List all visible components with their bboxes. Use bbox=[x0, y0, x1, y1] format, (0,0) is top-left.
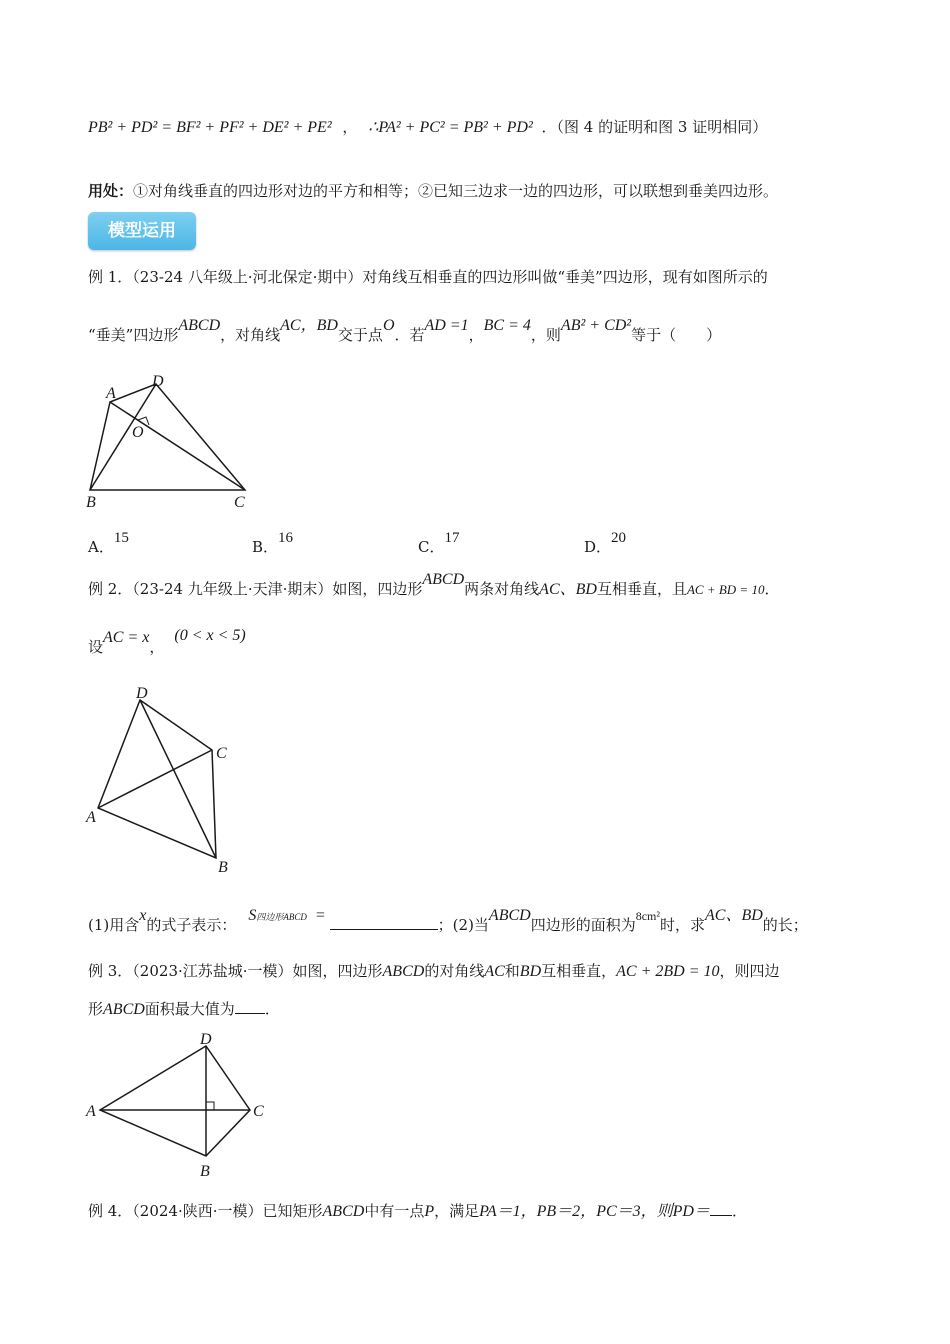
math-diagonals: AC，BD bbox=[280, 317, 338, 334]
math-range: (0 < x < 5) bbox=[174, 627, 246, 644]
math-pd: PD＝ bbox=[672, 1203, 710, 1220]
math-abcd: ABCD bbox=[422, 571, 465, 588]
text-segment: 例 4．（2024·陕西·一模）已知矩形 bbox=[88, 1202, 323, 1220]
answer-blank[interactable] bbox=[235, 1013, 265, 1014]
math-equation: AC + 2BD = 10 bbox=[616, 963, 720, 980]
text-segment: 时，求 bbox=[659, 916, 705, 934]
math-point-o: O bbox=[382, 317, 395, 334]
label-o: O bbox=[132, 424, 144, 441]
label-c: C bbox=[253, 1103, 264, 1120]
math-sum-squares: AB² + CD² bbox=[560, 317, 632, 334]
math-ac: AC bbox=[484, 963, 505, 980]
math-equals: = bbox=[314, 907, 326, 924]
option-c[interactable] bbox=[418, 530, 460, 557]
option-value: 20 bbox=[611, 530, 627, 546]
math-bc-value: BC = 4 bbox=[483, 317, 531, 334]
example2-question bbox=[88, 907, 808, 935]
math-pa: PA＝1， bbox=[479, 1203, 537, 1220]
text-segment: 的式子表示： bbox=[146, 916, 237, 934]
example3-line2 bbox=[88, 998, 280, 1019]
text-segment: ， bbox=[468, 326, 484, 344]
text-segment: (1)用含 bbox=[88, 916, 140, 934]
option-letter: B． bbox=[252, 538, 279, 556]
math-bd: BD bbox=[519, 963, 542, 980]
proof-comma: ， bbox=[342, 118, 358, 136]
area-symbol bbox=[248, 907, 307, 924]
text-segment: 中有一点 bbox=[364, 1202, 425, 1220]
example2-line2 bbox=[88, 627, 246, 657]
text-segment: ，则 bbox=[530, 326, 561, 344]
text-segment: 和 bbox=[504, 962, 520, 980]
text-segment: ． bbox=[731, 1202, 747, 1220]
math-p: P bbox=[424, 1203, 435, 1220]
label-a: A bbox=[86, 809, 96, 826]
answer-blank[interactable] bbox=[710, 1215, 732, 1216]
label-c: C bbox=[216, 745, 227, 762]
text-segment: 等于（ ） bbox=[631, 326, 722, 344]
proof-equation-2: ∴PA² + PC² = PB² + PD² bbox=[368, 119, 533, 136]
label-b: B bbox=[200, 1163, 210, 1180]
text-segment: ；(2)当 bbox=[437, 916, 489, 934]
math-s: S bbox=[248, 907, 257, 924]
text-segment: 的对角线 bbox=[424, 962, 485, 980]
proof-note: ．（图 4 的证明和图 3 证明相同） bbox=[541, 118, 768, 136]
text-segment: ． bbox=[264, 1000, 280, 1018]
label-c: C bbox=[234, 494, 245, 511]
math-diagonals: AC、BD bbox=[705, 907, 763, 924]
usage-label: 用处： bbox=[88, 182, 134, 200]
text-segment: 设 bbox=[88, 638, 104, 656]
example1-figure bbox=[80, 370, 260, 512]
usage-text: ①对角线垂直的四边形对边的平方和相等；②已知三边求一边的四边形，可以联想到垂美四边形。 bbox=[133, 182, 779, 200]
example3-figure bbox=[80, 1026, 280, 1182]
example1-line1: 例 1．（23-24 八年级上·河北保定·期中）对角线互相垂直的四边形叫做“垂美”四边形，现有如图所示的 bbox=[88, 268, 768, 286]
label-d: D bbox=[200, 1031, 212, 1048]
text-segment: 例 2．（23-24 九年级上·天津·期末）如图，四边形 bbox=[88, 580, 423, 598]
section-badge: 模型运用 bbox=[88, 212, 196, 250]
option-value: 16 bbox=[278, 530, 294, 546]
math-ad-value: AD =1 bbox=[424, 317, 469, 334]
text-segment: ，则四边 bbox=[719, 962, 780, 980]
math-area: 8cm² bbox=[635, 909, 660, 923]
math-x: x bbox=[139, 907, 147, 924]
option-value: 17 bbox=[444, 530, 460, 546]
option-letter: A． bbox=[88, 538, 114, 556]
text-segment: 例 3．（2023·江苏盐城·一模）如图，四边形 bbox=[88, 962, 383, 980]
label-b: B bbox=[218, 859, 228, 876]
text-segment: 面积最大值为 bbox=[144, 1000, 235, 1018]
math-pb: PB＝2， bbox=[536, 1203, 597, 1220]
label-a: A bbox=[86, 1103, 96, 1120]
math-ac-x: AC = x bbox=[103, 629, 150, 646]
example1-line2 bbox=[88, 317, 722, 345]
label-b: B bbox=[86, 494, 96, 511]
option-a[interactable] bbox=[88, 530, 129, 557]
example2-figure bbox=[80, 680, 250, 880]
usage-line bbox=[88, 180, 778, 201]
proof-equation-1: PB² + PD² = BF² + PF² + DE² + PE² bbox=[88, 119, 332, 136]
text-segment: 互相垂直， bbox=[541, 962, 617, 980]
example4-line bbox=[88, 1198, 747, 1221]
proof-line bbox=[88, 116, 767, 137]
text-segment: 四边形的面积为 bbox=[530, 916, 636, 934]
option-letter: D． bbox=[584, 538, 612, 556]
math-abcd: ABCD bbox=[178, 317, 221, 334]
text-segment: “垂美”四边形 bbox=[88, 326, 179, 344]
math-sum: AC + BD = 10 bbox=[686, 582, 765, 597]
label-d: D bbox=[152, 373, 164, 390]
text-segment: 互相垂直，且 bbox=[596, 580, 687, 598]
math-abcd: ABCD bbox=[488, 907, 531, 924]
text-segment: ，对角线 bbox=[220, 326, 281, 344]
math-abcd: ABCD bbox=[103, 1001, 145, 1018]
example3-line1 bbox=[88, 960, 780, 981]
math-s-subscript: 四边形ABCD bbox=[256, 912, 307, 922]
option-b[interactable] bbox=[252, 530, 294, 557]
text-segment: ．若 bbox=[394, 326, 425, 344]
text-segment: 交于点 bbox=[337, 326, 383, 344]
text-segment: 形 bbox=[88, 1000, 104, 1018]
math-abcd: ABCD bbox=[382, 963, 425, 980]
label-d: D bbox=[136, 685, 148, 702]
example2-line1 bbox=[88, 571, 780, 599]
label-a: A bbox=[106, 385, 116, 402]
text-segment: ． bbox=[764, 580, 780, 598]
text-segment: ，满足 bbox=[434, 1202, 480, 1220]
text-segment: 两条对角线 bbox=[464, 580, 540, 598]
text-segment: 的长； bbox=[762, 916, 808, 934]
math-abcd: ABCD bbox=[322, 1203, 365, 1220]
math-pc: PC＝3，则 bbox=[596, 1203, 673, 1220]
option-letter: C． bbox=[418, 538, 445, 556]
option-value: 15 bbox=[113, 530, 129, 546]
answer-blank[interactable] bbox=[330, 929, 438, 930]
option-d[interactable] bbox=[584, 530, 627, 557]
text-segment: ， bbox=[149, 638, 165, 656]
math-diagonals: AC、BD bbox=[539, 581, 597, 598]
